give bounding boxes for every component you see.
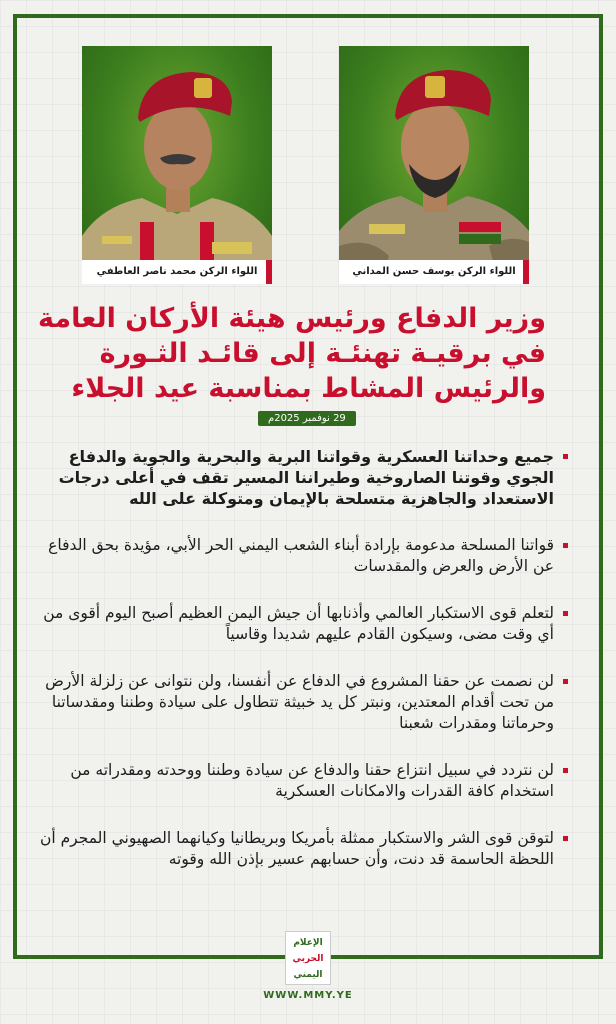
- portrait-left: [82, 46, 272, 284]
- logo-line-3: اليمني: [293, 970, 323, 980]
- bullet-marker: [563, 454, 568, 459]
- list-item-text: لتوقن قوى الشر والاستكبار ممثلة بأمريكا وبريطانيا وكيانهما الصهيوني المجرم أن اللحظة الحاسمة قد دنت، وأن حسابهم عسير بإذن الله وقوته: [39, 829, 554, 868]
- list-item-text: لن نتردد في سبيل انتزاع حقنا والدفاع عن سيادة وطننا ووحدته ومقدراته من استخدام كافة القدرات والامكانات العسكرية: [70, 761, 554, 800]
- list-item-text: لن نصمت عن حقنا المشروع في الدفاع عن أنفسنا، ولن نتوانى عن زلزلة الأرض من تحت أقدام المعتدين، ونبتر كل يد خبيثة تتطاول على سيادة وطننا ومقدساتنا وحرماتنا ومقدرات شعبنا: [45, 672, 554, 732]
- list-item: [36, 760, 568, 802]
- list-item-text: لتعلم قوى الاستكبار العالمي وأذنابها أن جيش اليمن العظيم أصبح اليوم أقوى من أي وقت مضى، وسيكون القادم عليهم شديدا وقاسياً: [43, 604, 554, 643]
- list-item: [36, 535, 568, 577]
- bullet-marker: [563, 836, 568, 841]
- caption-accent-bar: [266, 260, 272, 284]
- bullet-marker: [563, 679, 568, 684]
- list-item: [36, 603, 568, 645]
- date-badge: 29 نوفمبر 2025م: [258, 411, 356, 426]
- bullet-marker: [563, 768, 568, 773]
- bullet-marker: [563, 543, 568, 548]
- list-item: [36, 828, 568, 870]
- logo-line-1: الإعلام: [293, 938, 323, 948]
- statement-list: [36, 446, 568, 870]
- portrait-left-caption: [82, 260, 272, 284]
- portrait-right-name: اللواء الركن يوسف حسن المداني: [352, 266, 516, 277]
- headline-line-1: وزير الدفاع ورئيس هيئة الأركان العامة: [38, 303, 546, 334]
- portrait-right-illustration: [339, 46, 529, 284]
- list-item-text: قواتنا المسلحة مدعومة بإرادة أبناء الشعب اليمني الحر الأبي، مؤيدة بحق الدفاع عن الأرض والعرض والمقدسات: [48, 536, 554, 575]
- portrait-left-name: اللواء الركن محمد ناصر العاطفي: [96, 266, 258, 277]
- logo-line-2: الحربي: [292, 954, 324, 964]
- bullet-marker: [563, 611, 568, 616]
- list-item: [36, 446, 568, 509]
- portrait-right: [339, 46, 529, 284]
- headline-line-2: في برقيـة تهنئـة إلى قائـد الثـورة: [99, 338, 546, 369]
- website-link[interactable]: WWW.MMY.YE: [263, 990, 353, 1001]
- portrait-left-illustration: [82, 46, 272, 284]
- list-item-text: جميع وحداتنا العسكرية وقواتنا البرية والبحرية والجوية والدفاع الجوي وقوتنا الصاروخية وطيراننا المسير تقف في أعلى درجات الاستعداد والجاهزية متسلحة بالإيمان ومتوكلة على الله: [58, 447, 554, 508]
- list-item: [36, 671, 568, 734]
- headline: [30, 301, 546, 406]
- caption-accent-bar: [523, 260, 529, 284]
- headline-line-3: والرئيس المشاط بمناسبة عيد الجلاء: [71, 373, 546, 404]
- portrait-right-caption: [339, 260, 529, 284]
- media-logo: [285, 931, 331, 985]
